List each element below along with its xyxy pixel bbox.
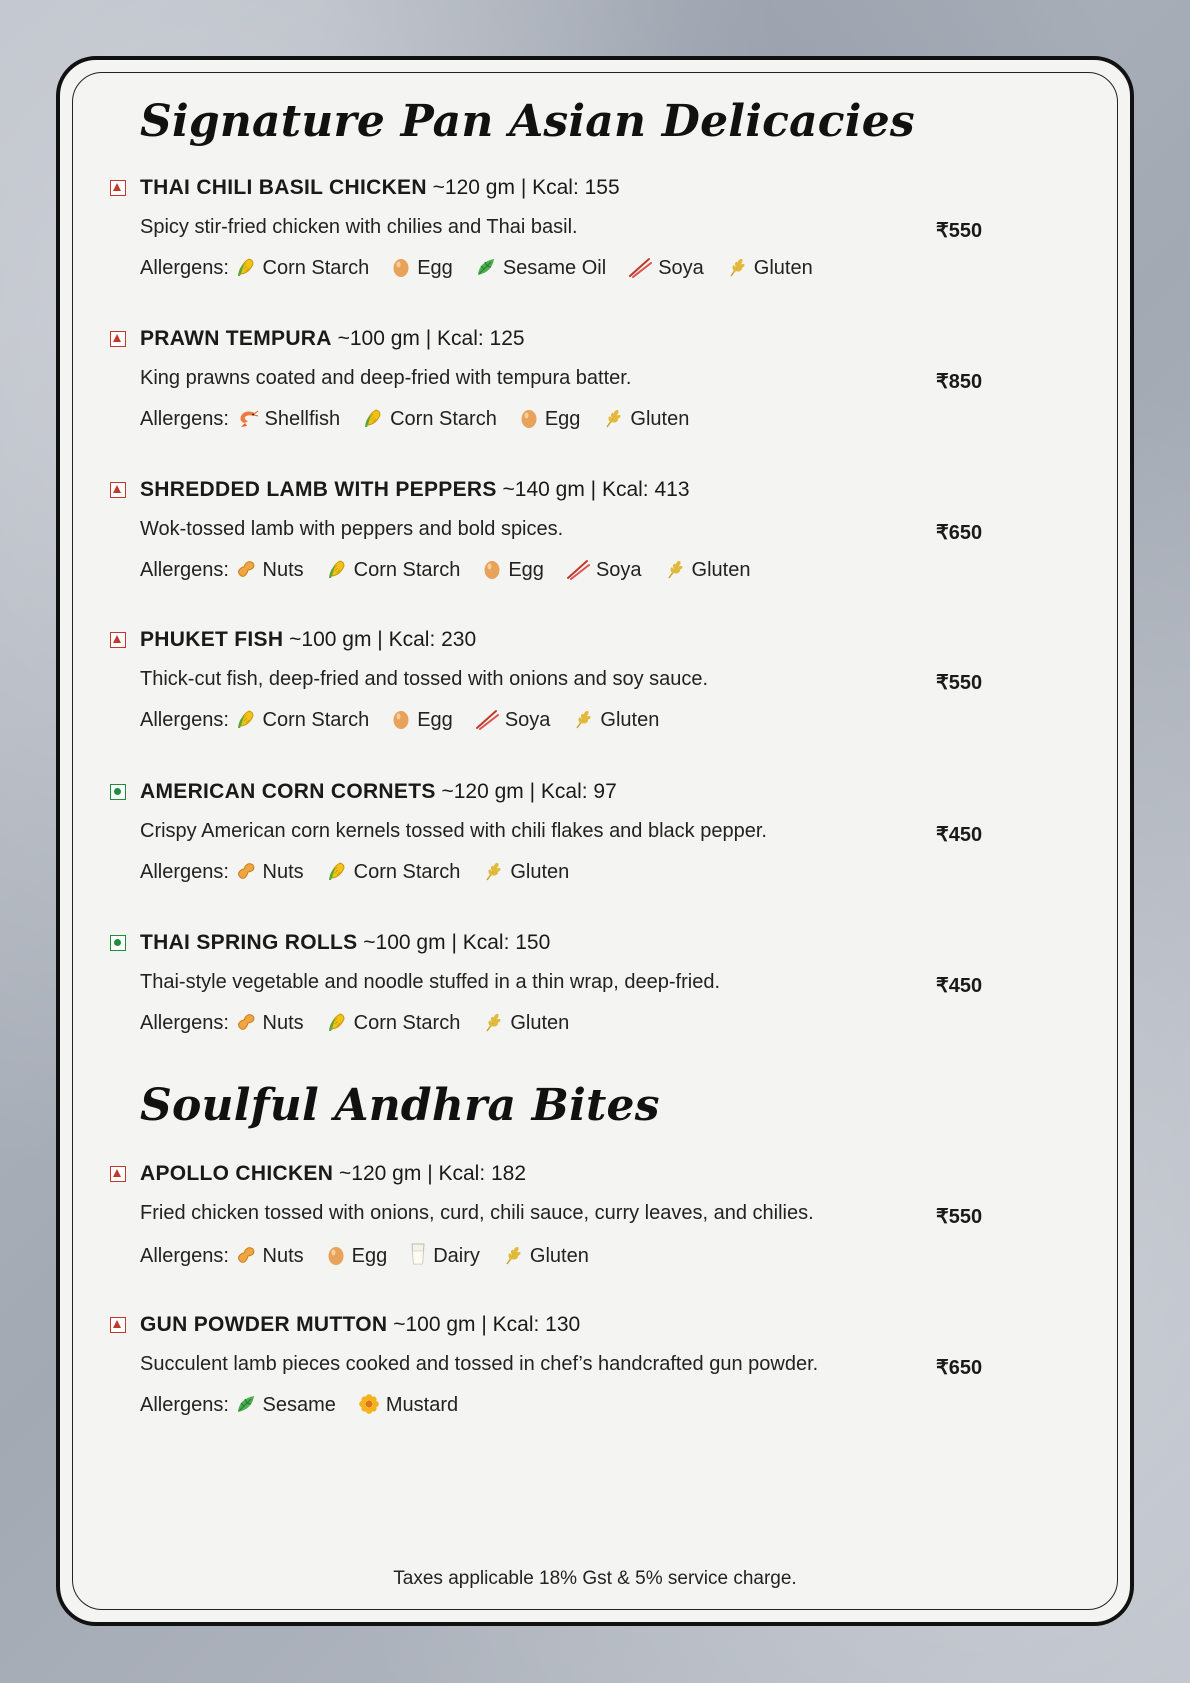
allergen-name: Corn Starch [353, 861, 461, 883]
allergen [235, 861, 304, 883]
allergen-name: Corn Starch [353, 1012, 461, 1034]
allergen-name: Gluten [510, 1012, 570, 1034]
menu-item [110, 1313, 990, 1443]
wheat-icon [482, 860, 504, 888]
egg-icon [326, 1244, 346, 1272]
allergen-name: Mustard [385, 1394, 459, 1416]
item-portion-calories: ~100 gm | Kcal: 125 [337, 327, 525, 350]
item-portion-calories: ~100 gm | Kcal: 230 [289, 628, 477, 651]
menu-item [110, 1162, 990, 1292]
item-header [140, 1313, 580, 1337]
menu-item [110, 327, 990, 457]
non-veg-indicator-icon [110, 331, 126, 347]
allergen-name: Shellfish [264, 408, 341, 430]
item-name: PRAWN TEMPURA [140, 327, 332, 350]
allergen [326, 559, 461, 581]
allergen-name: Nuts [262, 1245, 304, 1267]
item-header [140, 780, 617, 804]
wheat-icon [572, 708, 594, 736]
allergen [726, 257, 813, 279]
allergen [235, 559, 304, 581]
menu-item [110, 478, 990, 608]
allergens-label: Allergens: [140, 559, 229, 581]
item-header [140, 176, 620, 200]
item-name: APOLLO CHICKEN [140, 1162, 334, 1185]
wheat-icon [502, 1244, 524, 1272]
allergen [326, 1245, 388, 1267]
corn-icon [235, 256, 257, 284]
allergen-name: Gluten [600, 709, 660, 731]
non-veg-indicator-icon [110, 482, 126, 498]
item-header [140, 1162, 526, 1186]
corn-icon [326, 558, 348, 586]
veg-indicator-icon [110, 784, 126, 800]
allergen [502, 1245, 589, 1267]
item-portion-calories: ~100 gm | Kcal: 130 [393, 1313, 581, 1336]
peanut-icon [235, 1011, 257, 1039]
allergen-name: Gluten [630, 408, 690, 430]
item-price: ₹650 [936, 522, 983, 544]
allergen-name: Corn Starch [262, 257, 370, 279]
allergen [326, 861, 461, 883]
allergen-name: Sesame Oil [502, 257, 607, 279]
flower-icon [358, 1393, 380, 1421]
allergen-name: Nuts [262, 861, 304, 883]
item-description: Fried chicken tossed with onions, curd, chili sauce, curry leaves, and chilies. [140, 1202, 814, 1224]
item-portion-calories: ~120 gm | Kcal: 182 [339, 1162, 527, 1185]
allergen-name: Corn Starch [390, 408, 497, 430]
corn-icon [235, 708, 257, 736]
allergen-list [140, 1242, 611, 1272]
allergen [602, 408, 689, 430]
item-description: Succulent lamb pieces cooked and tossed in chef’s handcrafted gun powder. [140, 1353, 819, 1375]
allergen [235, 709, 370, 731]
allergen-list [140, 1393, 480, 1421]
allergen [326, 1012, 461, 1034]
allergen-list [140, 1011, 591, 1039]
allergen-name: Egg [544, 408, 581, 430]
allergen [475, 709, 551, 731]
allergen-name: Gluten [691, 559, 751, 581]
allergen [566, 559, 642, 581]
non-veg-indicator-icon [110, 1317, 126, 1333]
menu-item [110, 931, 990, 1061]
allergens-label: Allergens: [140, 408, 229, 430]
item-price: ₹450 [936, 824, 983, 846]
egg-icon [482, 558, 502, 586]
item-description: Crispy American corn kernels tossed with chili flakes and black pepper. [140, 820, 767, 842]
item-description: Thick-cut fish, deep-fried and tossed with onions and soy sauce. [140, 668, 709, 690]
chopsticks-icon [475, 708, 499, 736]
section-title: Signature Pan Asian Delicacies [140, 96, 915, 147]
peanut-icon [235, 860, 257, 888]
allergens-label: Allergens: [140, 1245, 229, 1267]
allergen [482, 1012, 569, 1034]
allergen-name: Nuts [262, 1012, 304, 1034]
allergens-label: Allergens: [140, 861, 229, 883]
item-description: Wok-tossed lamb with peppers and bold spices. [140, 518, 564, 540]
allergen-name: Gluten [753, 257, 813, 279]
allergen-name: Soya [658, 257, 704, 279]
allergen [235, 1245, 304, 1267]
menu-item [110, 780, 990, 910]
item-name: AMERICAN CORN CORNETS [140, 780, 436, 803]
allergen [235, 1394, 336, 1416]
wheat-icon [726, 256, 748, 284]
allergen [664, 559, 751, 581]
allergen [362, 408, 497, 430]
allergen-list [140, 708, 681, 736]
allergen-name: Soya [595, 559, 642, 581]
allergen-list [140, 860, 591, 888]
allergens-label: Allergens: [140, 709, 229, 731]
veg-indicator-icon [110, 935, 126, 951]
allergen-list [140, 256, 835, 284]
item-header [140, 327, 525, 351]
leaf-icon [475, 256, 497, 284]
item-header [140, 931, 550, 955]
item-description: King prawns coated and deep-fried with tempura batter. [140, 367, 632, 389]
item-price: ₹550 [936, 672, 983, 694]
allergen-name: Egg [508, 559, 544, 581]
allergen [519, 408, 581, 430]
allergen [572, 709, 659, 731]
allergen [628, 257, 704, 279]
allergen-name: Gluten [529, 1245, 589, 1267]
non-veg-indicator-icon [110, 180, 126, 196]
allergen [391, 257, 453, 279]
allergen-name: Corn Starch [353, 559, 461, 581]
item-price: ₹650 [936, 1357, 983, 1379]
allergen [235, 1012, 304, 1034]
item-name: GUN POWDER MUTTON [140, 1313, 388, 1336]
milk-glass-icon [409, 1242, 427, 1272]
menu-item [110, 176, 990, 306]
allergens-label: Allergens: [140, 1012, 229, 1034]
item-portion-calories: ~120 gm | Kcal: 155 [432, 176, 620, 199]
item-portion-calories: ~140 gm | Kcal: 413 [502, 478, 690, 501]
egg-icon [391, 256, 411, 284]
allergens-label: Allergens: [140, 257, 229, 279]
allergen [409, 1245, 480, 1267]
wheat-icon [482, 1011, 504, 1039]
item-price: ₹550 [936, 1206, 983, 1228]
allergen-name: Egg [417, 257, 453, 279]
allergen [235, 257, 370, 279]
allergen-list [140, 558, 772, 586]
item-price: ₹850 [936, 371, 983, 393]
corn-icon [326, 1011, 348, 1039]
section-title: Soulful Andhra Bites [140, 1080, 660, 1131]
chopsticks-icon [628, 256, 652, 284]
item-portion-calories: ~120 gm | Kcal: 97 [441, 780, 617, 803]
allergen [391, 709, 453, 731]
allergen-name: Soya [504, 709, 551, 731]
allergen-name: Gluten [510, 861, 570, 883]
item-name: THAI CHILI BASIL CHICKEN [140, 176, 427, 199]
menu-item [110, 628, 990, 758]
shrimp-icon [235, 407, 259, 435]
peanut-icon [235, 558, 257, 586]
item-name: THAI SPRING ROLLS [140, 931, 358, 954]
item-name: SHREDDED LAMB WITH PEPPERS [140, 478, 497, 501]
allergen-name: Egg [351, 1245, 388, 1267]
item-header [140, 628, 476, 652]
allergen-name: Sesame [262, 1394, 336, 1416]
item-name: PHUKET FISH [140, 628, 284, 651]
allergen-name: Corn Starch [262, 709, 370, 731]
tax-note: Taxes applicable 18% Gst & 5% service charge. [393, 1568, 797, 1589]
item-description: Spicy stir-fried chicken with chilies and Thai basil. [140, 216, 578, 238]
allergen-list [140, 407, 711, 435]
corn-icon [362, 407, 384, 435]
allergen [475, 257, 606, 279]
corn-icon [326, 860, 348, 888]
item-header [140, 478, 690, 502]
peanut-icon [235, 1244, 257, 1272]
allergen [482, 559, 544, 581]
item-portion-calories: ~100 gm | Kcal: 150 [363, 931, 551, 954]
non-veg-indicator-icon [110, 632, 126, 648]
allergen-name: Egg [417, 709, 453, 731]
wheat-icon [664, 558, 686, 586]
allergen-name: Dairy [433, 1245, 480, 1267]
egg-icon [391, 708, 411, 736]
allergen-name: Nuts [262, 559, 304, 581]
wheat-icon [602, 407, 624, 435]
item-price: ₹450 [936, 975, 983, 997]
item-description: Thai-style vegetable and noodle stuffed in a thin wrap, deep-fried. [140, 971, 720, 993]
allergen [358, 1394, 458, 1416]
allergen [482, 861, 569, 883]
item-price: ₹550 [936, 220, 983, 242]
allergen [235, 408, 341, 430]
egg-icon [519, 407, 539, 435]
leaf-icon [235, 1393, 257, 1421]
chopsticks-icon [566, 558, 590, 586]
allergens-label: Allergens: [140, 1394, 229, 1416]
non-veg-indicator-icon [110, 1166, 126, 1182]
